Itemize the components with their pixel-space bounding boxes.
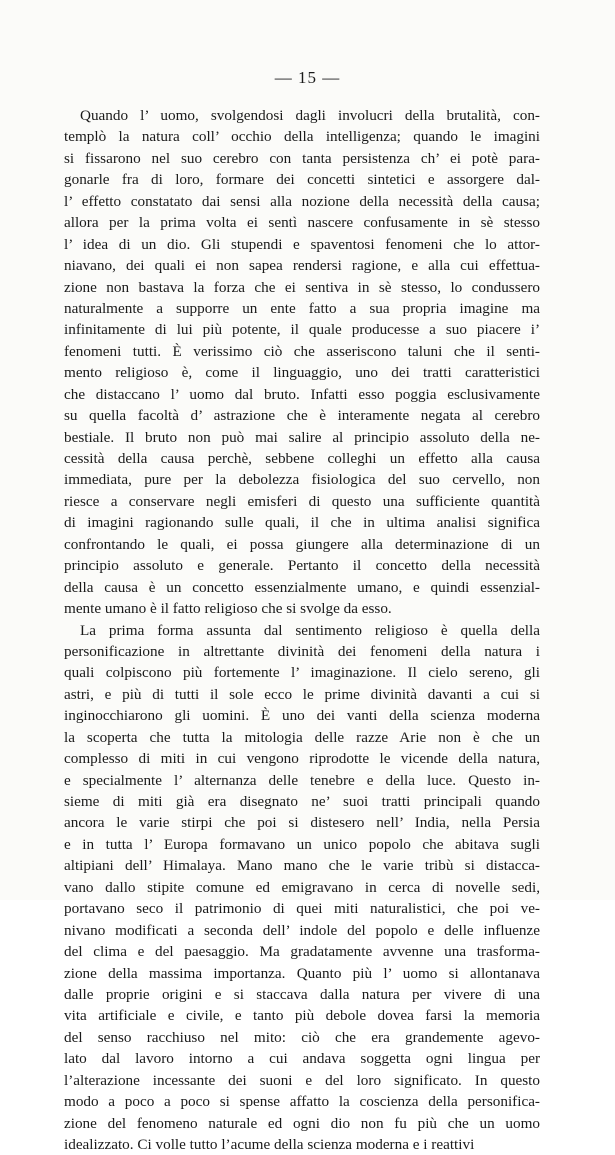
text-line: mento religioso è, come il linguaggio, uno dei tratti caratteristici	[64, 362, 540, 383]
text-line: su quella facoltà d’ astrazione che è interamente negata al cerebro	[64, 405, 540, 426]
text-line: l’ idea di un dio. Gli stupendi e spaventosi fenomeni che lo attor-	[64, 234, 540, 255]
text-line: zione del fenomeno naturale ed ogni dio non fu più che un uomo	[64, 1113, 540, 1134]
text-line: immediata, pure per la debolezza fisiologica del suo cervello, non	[64, 469, 540, 490]
text-line: zione non bastava la forza che ei sentiva in sè stesso, lo condussero	[64, 277, 540, 298]
text-line: Quando l’ uomo, svolgendosi dagli involucri della brutalità, con-	[64, 105, 540, 126]
text-line: e specialmente l’ alternanza delle tenebre e della luce. Questo in-	[64, 770, 540, 791]
text-line: del senso racchiuso nel mito: ciò che era grandemente agevo-	[64, 1027, 540, 1048]
text-line: di imagini ragionando sulle quali, il che in ultima analisi significa	[64, 512, 540, 533]
text-line: cessità della causa perchè, sebbene colleghi un effetto alla causa	[64, 448, 540, 469]
text-line: del clima e del paesaggio. Ma gradatamente avvenne una trasforma-	[64, 941, 540, 962]
text-line: quali colpiscono più fortemente l’ imaginazione. Il cielo sereno, gli	[64, 662, 540, 683]
text-line: gonarle fra di loro, formare dei concetti sintetici e assorgere dal-	[64, 169, 540, 190]
text-line: la scoperta che tutta la mitologia delle razze Arie non è che un	[64, 727, 540, 748]
text-line: sieme di miti già era disegnato ne’ suoi tratti principali quando	[64, 791, 540, 812]
page-number: — 15 —	[0, 68, 615, 88]
text-line: idealizzato. Ci volle tutto l’acume della scienza moderna e i reattivi	[64, 1134, 540, 1155]
text-line: fenomeni tutti. È verissimo ciò che asseriscono taluni che il senti-	[64, 341, 540, 362]
text-line: ancora le varie stirpi che poi si distesero nell’ India, nella Persia	[64, 812, 540, 833]
text-line: allora per la prima volta ei sentì nascere confusamente in sè stesso	[64, 212, 540, 233]
text-line: e in tutta l’ Europa formavano un unico popolo che abitava sugli	[64, 834, 540, 855]
text-line: mente umano è il fatto religioso che si svolge da esso.	[64, 598, 540, 619]
text-line: astri, e più di tutti il sole ecco le prime divinità davanti a cui si	[64, 684, 540, 705]
paragraph	[64, 620, 540, 1155]
text-line: vano dallo stipite comune ed emigravano in cerca di novelle sedi,	[64, 877, 540, 898]
text-line: bestiale. Il bruto non può mai salire al principio assoluto della ne-	[64, 427, 540, 448]
text-line: della causa è un concetto essenzialmente umano, e quindi essenzial-	[64, 577, 540, 598]
text-line: La prima forma assunta dal sentimento religioso è quella della	[64, 620, 540, 641]
text-line: modo a poco a poco si spense affatto la coscienza della personifica-	[64, 1091, 540, 1112]
text-line: portavano seco il patrimonio di quei miti naturalistici, che poi ve-	[64, 898, 540, 919]
paragraph	[64, 105, 540, 620]
text-line: dalle proprie origini e si staccava dalla natura per vivere di una	[64, 984, 540, 1005]
text-line: inginocchiarono gli uomini. È uno dei vanti della scienza moderna	[64, 705, 540, 726]
text-line: l’ effetto constatato dai sensi alla nozione della necessità della causa;	[64, 191, 540, 212]
text-line: niavano, dei quali ei non sapea rendersi ragione, e alla cui effettua-	[64, 255, 540, 276]
text-line: confrontando le quali, ei possa giungere alla determinazione di un	[64, 534, 540, 555]
body-text	[64, 105, 540, 1155]
text-line: vita artificiale e civile, e tanto più debole dovea farsi la memoria	[64, 1005, 540, 1026]
text-line: che distaccano l’ uomo dal bruto. Infatti esso poggia esclusivamente	[64, 384, 540, 405]
text-line: lato dal lavoro intorno a cui andava soggetta ogni lingua per	[64, 1048, 540, 1069]
text-line: principio assoluto e generale. Pertanto il concetto della necessità	[64, 555, 540, 576]
text-line: templò la natura coll’ occhio della intelligenza; quando le imagini	[64, 126, 540, 147]
text-line: personificazione in altrettante divinità dei fenomeni della natura i	[64, 641, 540, 662]
text-line: si fissarono nel suo cerebro con tanta persistenza ch’ ei potè para-	[64, 148, 540, 169]
text-line: nivano modificati a seconda dell’ indole del popolo e delle influenze	[64, 920, 540, 941]
text-line: riesce a conservare negli emisferi di questo una sufficiente quantità	[64, 491, 540, 512]
text-line: altipiani dell’ Himalaya. Mano mano che le varie tribù si distacca-	[64, 855, 540, 876]
text-line: l’alterazione incessante dei suoni e del loro significato. In questo	[64, 1070, 540, 1091]
text-line: complesso di miti in cui vengono riprodotte le vicende della natura,	[64, 748, 540, 769]
text-line: infinitamente di lui più potente, il quale producesse a suo piacere i’	[64, 319, 540, 340]
text-line: naturalmente a supporre un ente fatto a sua propria imagine ma	[64, 298, 540, 319]
text-line: zione della massima importanza. Quanto più l’ uomo si allontanava	[64, 963, 540, 984]
